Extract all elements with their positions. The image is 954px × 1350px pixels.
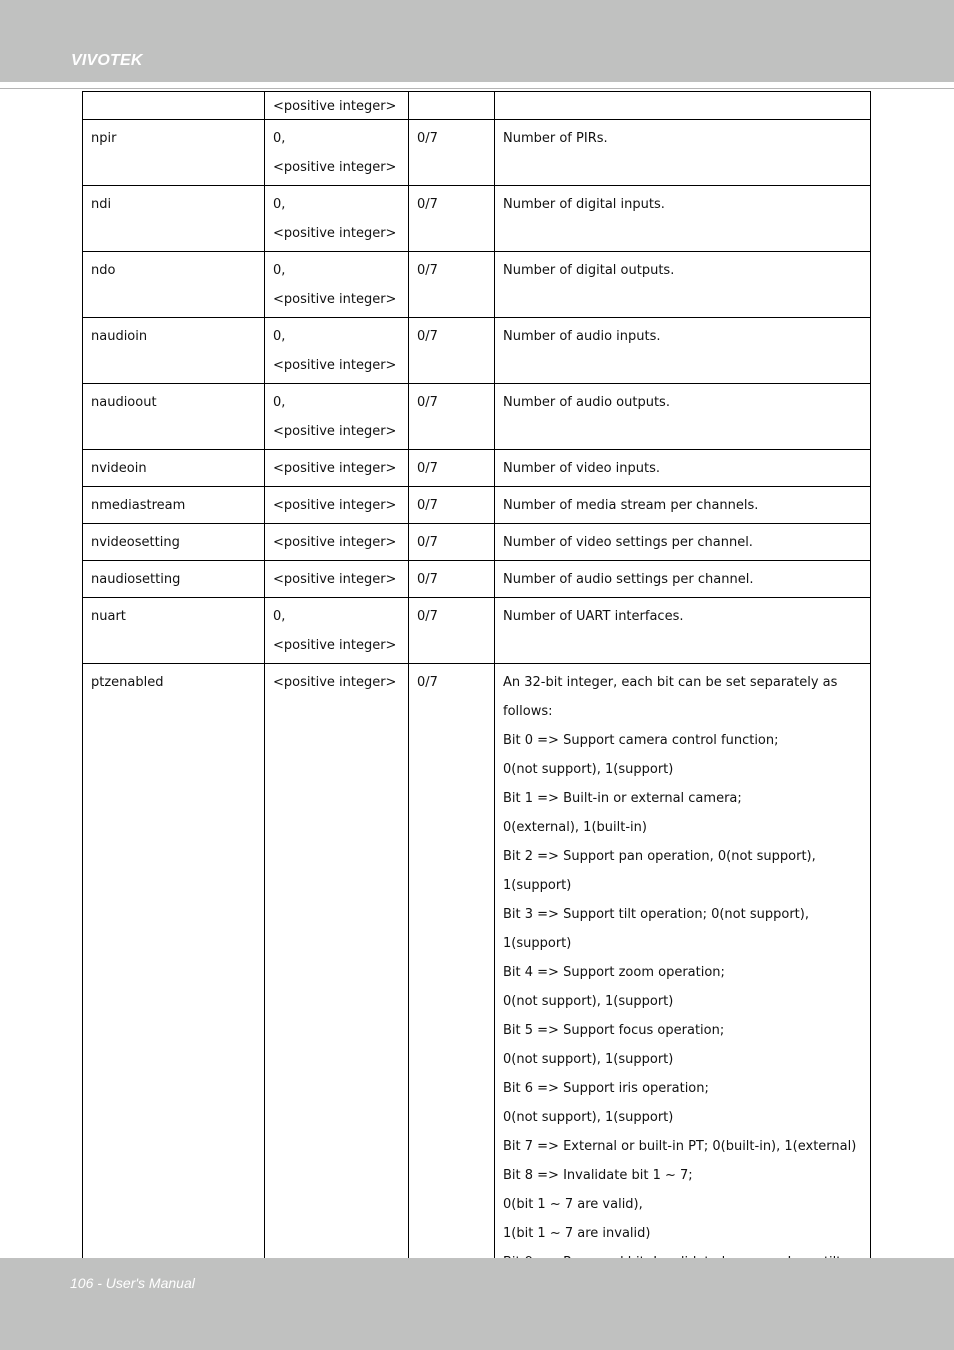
param-value-cell-line: <positive integer>	[273, 638, 397, 653]
param-name-cell: naudiosetting	[83, 561, 265, 598]
param-description-cell	[495, 450, 871, 487]
param-security-cell: 0/7	[409, 524, 495, 561]
param-value-cell-line: <positive integer>	[273, 99, 397, 114]
param-value-cell-line: <positive integer>	[273, 424, 397, 439]
param-value-cell	[265, 487, 409, 524]
param-name-cell	[83, 92, 265, 120]
param-value-cell-line: <positive integer>	[273, 498, 397, 513]
param-security-cell: 0/7	[409, 120, 495, 186]
table-row	[83, 384, 871, 450]
param-security-cell: 0/7	[409, 664, 495, 1339]
param-description-cell-line: Number of PIRs.	[503, 131, 608, 146]
param-value-cell-line: <positive integer>	[273, 572, 397, 587]
param-value-cell	[265, 524, 409, 561]
param-security-cell: 0/7	[409, 487, 495, 524]
param-description-cell-line: 0(not support), 1(support)	[503, 762, 674, 777]
table-row	[83, 186, 871, 252]
param-description-cell	[495, 120, 871, 186]
param-name-cell: naudioin	[83, 318, 265, 384]
table-row	[83, 318, 871, 384]
param-description-cell	[495, 384, 871, 450]
param-description-cell	[495, 318, 871, 384]
param-security-cell: 0/7	[409, 598, 495, 664]
param-description-cell-line: Number of video settings per channel.	[503, 535, 753, 550]
param-value-cell	[265, 450, 409, 487]
param-name-cell: nvideosetting	[83, 524, 265, 561]
param-description-cell-line: Number of audio settings per channel.	[503, 572, 754, 587]
param-description-cell-line: Bit 8 => Invalidate bit 1 ~ 7;	[503, 1168, 693, 1183]
param-description-cell	[495, 252, 871, 318]
param-name-cell: nvideoin	[83, 450, 265, 487]
table-row	[83, 252, 871, 318]
param-security-cell	[409, 92, 495, 120]
param-description-cell-line: Bit 7 => External or built-in PT; 0(built-in), 1(external)	[503, 1139, 857, 1154]
param-value-cell	[265, 252, 409, 318]
param-security-cell: 0/7	[409, 561, 495, 598]
param-description-cell-line: 0(bit 1 ~ 7 are valid),	[503, 1197, 643, 1212]
param-name-cell: nuart	[83, 598, 265, 664]
parameter-table-body	[83, 92, 871, 1339]
param-description-cell-line: Number of digital inputs.	[503, 197, 665, 212]
param-name-cell: naudioout	[83, 384, 265, 450]
param-name-cell: ptzenabled	[83, 664, 265, 1339]
param-security-cell: 0/7	[409, 186, 495, 252]
param-description-cell	[495, 524, 871, 561]
table-row	[83, 450, 871, 487]
table-row	[83, 92, 871, 120]
param-value-cell	[265, 664, 409, 1339]
param-description-cell-line: Bit 4 => Support zoom operation;	[503, 965, 725, 980]
param-description-cell-line: 0(not support), 1(support)	[503, 1052, 674, 1067]
param-value-cell-line: 0,	[273, 395, 286, 410]
param-value-cell	[265, 384, 409, 450]
param-value-cell-line: <positive integer>	[273, 535, 397, 550]
param-name-cell: ndo	[83, 252, 265, 318]
table-row	[83, 487, 871, 524]
parameter-table	[82, 91, 871, 1339]
param-description-cell-line: Bit 3 => Support tilt operation; 0(not support),	[503, 907, 809, 922]
page-number-label: 106 - User's Manual	[70, 1275, 195, 1291]
param-value-cell-line: 0,	[273, 197, 286, 212]
param-description-cell-line: 1(support)	[503, 936, 572, 951]
param-description-cell-line: follows:	[503, 704, 553, 719]
param-value-cell	[265, 120, 409, 186]
param-description-cell-line: 1(support)	[503, 878, 572, 893]
param-description-cell-line: Bit 0 => Support camera control function;	[503, 733, 779, 748]
param-description-cell	[495, 92, 871, 120]
table-row	[83, 598, 871, 664]
param-description-cell	[495, 664, 871, 1339]
param-security-cell: 0/7	[409, 252, 495, 318]
param-name-cell: nmediastream	[83, 487, 265, 524]
param-description-cell-line: Number of video inputs.	[503, 461, 661, 476]
param-value-cell-line: <positive integer>	[273, 160, 397, 175]
param-description-cell-line: 0(not support), 1(support)	[503, 994, 674, 1009]
param-description-cell-line: 0(external), 1(built-in)	[503, 820, 647, 835]
param-description-cell-line: Bit 2 => Support pan operation, 0(not support),	[503, 849, 816, 864]
brand-logo-text: VIVOTEK	[71, 52, 143, 69]
param-value-cell	[265, 92, 409, 120]
param-value-cell	[265, 598, 409, 664]
param-description-cell	[495, 561, 871, 598]
param-description-cell-line: Number of audio outputs.	[503, 395, 670, 410]
param-description-cell	[495, 487, 871, 524]
param-security-cell: 0/7	[409, 384, 495, 450]
param-value-cell-line: 0,	[273, 131, 286, 146]
param-description-cell-line: Number of UART interfaces.	[503, 609, 684, 624]
table-row	[83, 664, 871, 1339]
param-value-cell-line: <positive integer>	[273, 461, 397, 476]
param-value-cell	[265, 186, 409, 252]
param-description-cell-line: Bit 1 => Built-in or external camera;	[503, 791, 742, 806]
param-value-cell-line: 0,	[273, 609, 286, 624]
param-value-cell	[265, 561, 409, 598]
param-description-cell	[495, 186, 871, 252]
param-name-cell: ndi	[83, 186, 265, 252]
param-value-cell-line: <positive integer>	[273, 292, 397, 307]
param-description-cell	[495, 598, 871, 664]
param-value-cell-line: <positive integer>	[273, 226, 397, 241]
param-description-cell-line: 0(not support), 1(support)	[503, 1110, 674, 1125]
param-security-cell: 0/7	[409, 318, 495, 384]
table-row	[83, 524, 871, 561]
param-description-cell-line: An 32-bit integer, each bit can be set separately as	[503, 675, 838, 690]
param-security-cell: 0/7	[409, 450, 495, 487]
param-value-cell-line: <positive integer>	[273, 358, 397, 373]
param-description-cell-line: Number of digital outputs.	[503, 263, 675, 278]
page-footer	[0, 1258, 954, 1350]
param-value-cell-line: <positive integer>	[273, 675, 397, 690]
param-value-cell-line: 0,	[273, 329, 286, 344]
param-value-cell	[265, 318, 409, 384]
param-name-cell: npir	[83, 120, 265, 186]
param-description-cell-line: Bit 6 => Support iris operation;	[503, 1081, 709, 1096]
page-header	[0, 0, 954, 82]
table-row	[83, 561, 871, 598]
table-row	[83, 120, 871, 186]
param-description-cell-line: Number of media stream per channels.	[503, 498, 759, 513]
param-description-cell-line: Number of audio inputs.	[503, 329, 661, 344]
header-divider	[0, 88, 954, 89]
param-description-cell-line: 1(bit 1 ~ 7 are invalid)	[503, 1226, 651, 1241]
param-description-cell-line: Bit 5 => Support focus operation;	[503, 1023, 725, 1038]
param-value-cell-line: 0,	[273, 263, 286, 278]
